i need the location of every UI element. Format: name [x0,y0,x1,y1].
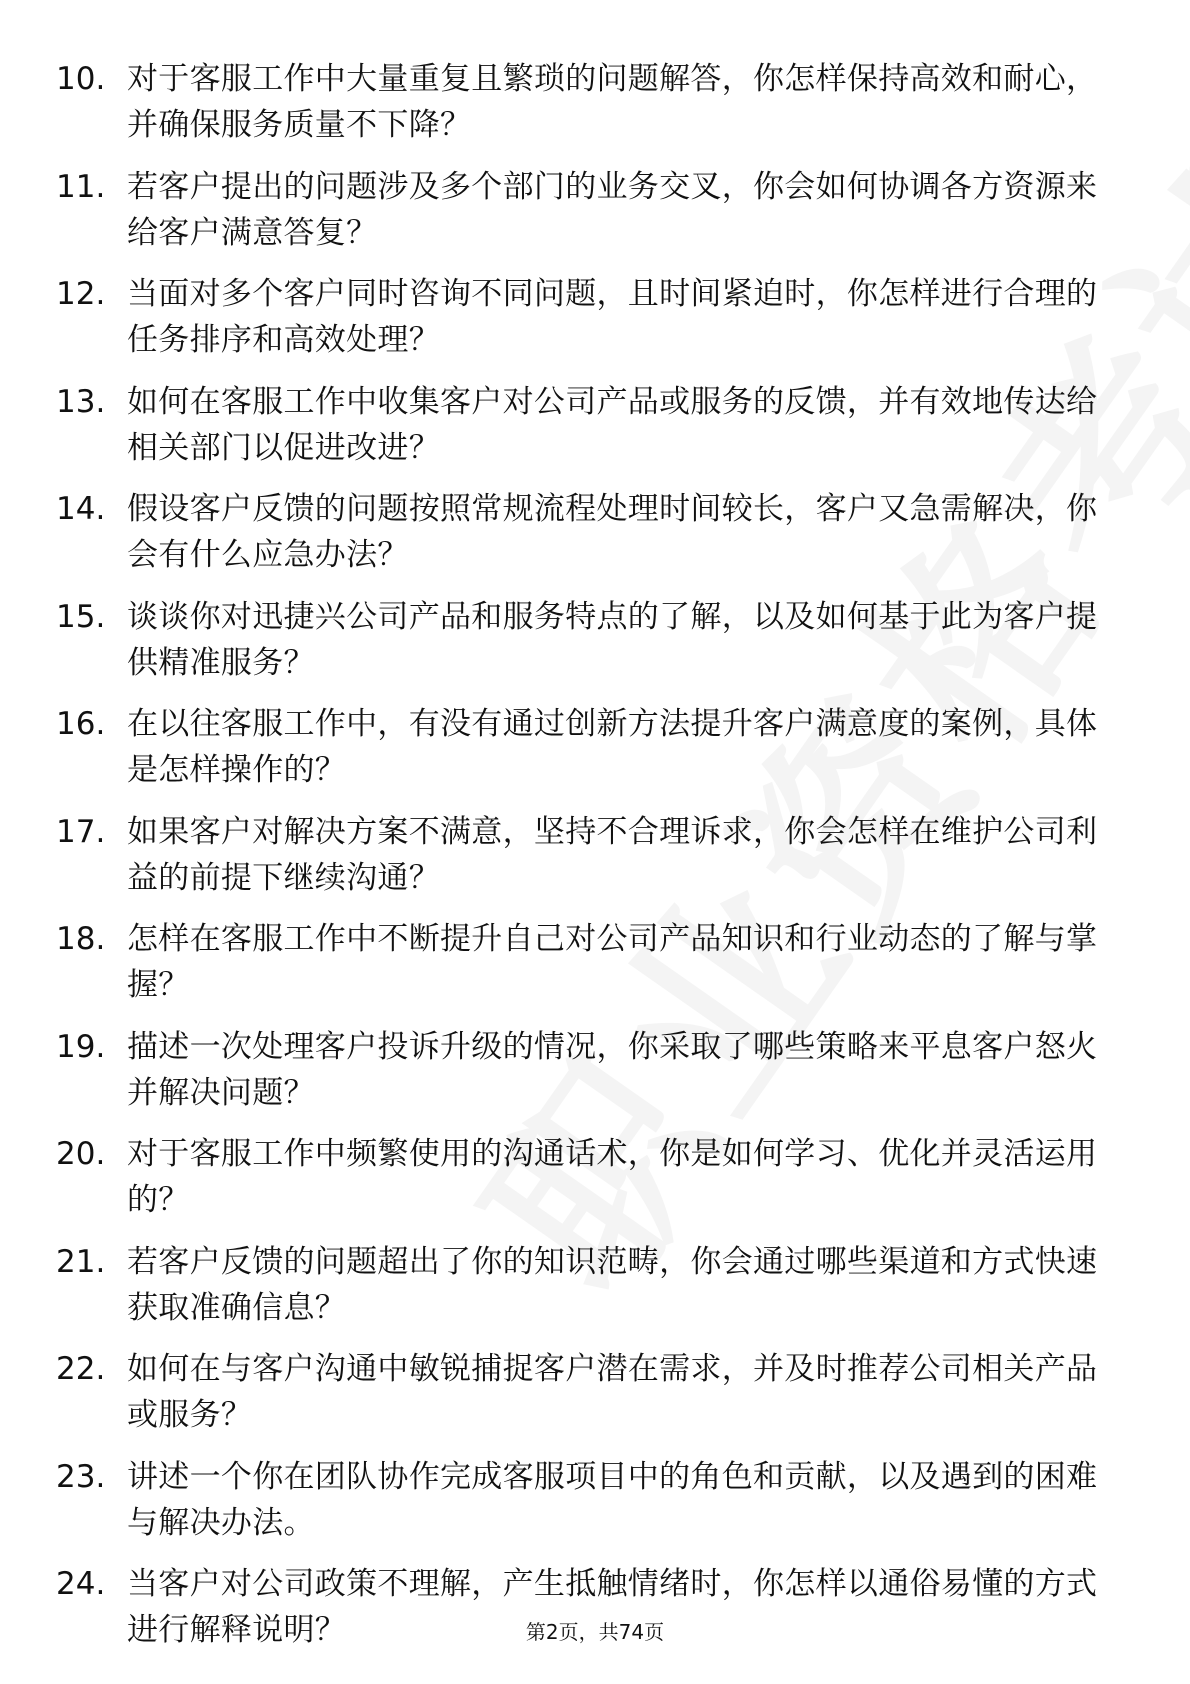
question-item [0,379,1190,487]
question-text: 当面对多个客户同时咨询不同问题，且时间紧迫时，你怎样进行合理的任务排序和高效处理？ [127,276,1098,358]
question-text: 当客户对公司政策不理解，产生抵触情绪时，你怎样以通俗易懂的方式进行解释说明？ [127,1566,1098,1648]
question-number: 22. [56,1351,106,1387]
question-item [0,271,1190,379]
question-number: 17. [56,813,106,850]
question-text: 假设客户反馈的问题按照常规流程处理时间较长，客户又急需解决，你会有什么应急办法？ [127,491,1098,573]
question-number: 13. [56,383,106,420]
question-item [0,1239,1190,1347]
question-number: 14. [56,491,106,527]
question-text: 若客户提出的问题涉及多个部门的业务交叉，你会如何协调各方资源来给客户满意答复？ [127,168,1098,251]
page-footer: 第2页，共74页 [525,1620,665,1644]
question-text: 如何在客服工作中收集客户对公司产品或服务的反馈，并有效地传达给相关部门以促进改进？ [127,383,1098,466]
question-text: 描述一次处理客户投诉升级的情况，你采取了哪些策略来平息客户怒火并解决问题？ [127,1028,1098,1111]
question-number: 15. [56,598,106,635]
question-item [0,809,1190,917]
question-item [0,56,1190,164]
question-text: 怎样在客服工作中不断提升自己对公司产品知识和行业动态的了解与掌握？ [127,921,1098,1003]
question-number: 16. [56,706,106,742]
question-number: 20. [56,1136,106,1172]
question-list [0,56,1190,1669]
question-item [0,164,1190,272]
question-number: 23. [56,1458,106,1495]
question-item [0,1561,1190,1669]
question-item [0,1346,1190,1454]
question-number: 18. [56,921,106,957]
question-text: 如果客户对解决方案不满意，坚持不合理诉求，你会怎样在维护公司利益的前提下继续沟通？ [127,813,1098,896]
question-text: 若客户反馈的问题超出了你的知识范畴，你会通过哪些渠道和方式快速获取准确信息？ [127,1243,1098,1326]
question-text: 对于客服工作中频繁使用的沟通话术，你是如何学习、优化并灵活运用的？ [127,1136,1098,1218]
question-number: 10. [56,61,106,97]
question-text: 在以往客服工作中，有没有通过创新方法提升客户满意度的案例，具体是怎样操作的？ [127,706,1098,788]
question-item [0,1131,1190,1239]
question-number: 12. [56,276,106,312]
question-item [0,1454,1190,1562]
question-item [0,916,1190,1024]
question-text: 对于客服工作中大量重复且繁琐的问题解答，你怎样保持高效和耐心，并确保服务质量不下降？ [127,61,1098,143]
question-number: 11. [56,168,106,205]
question-text: 谈谈你对迅捷兴公司产品和服务特点的了解，以及如何基于此为客户提供精准服务？ [127,598,1098,681]
question-item [0,594,1190,702]
question-number: 21. [56,1243,106,1280]
question-item [0,701,1190,809]
question-number: 24. [56,1566,106,1602]
question-item [0,1024,1190,1132]
question-text: 如何在与客户沟通中敏锐捕捉客户潜在需求，并及时推荐公司相关产品或服务？ [127,1351,1098,1433]
question-number: 19. [56,1028,106,1065]
question-item [0,486,1190,594]
question-text: 讲述一个你在团队协作完成客服项目中的角色和贡献，以及遇到的困难与解决办法。 [127,1458,1098,1541]
